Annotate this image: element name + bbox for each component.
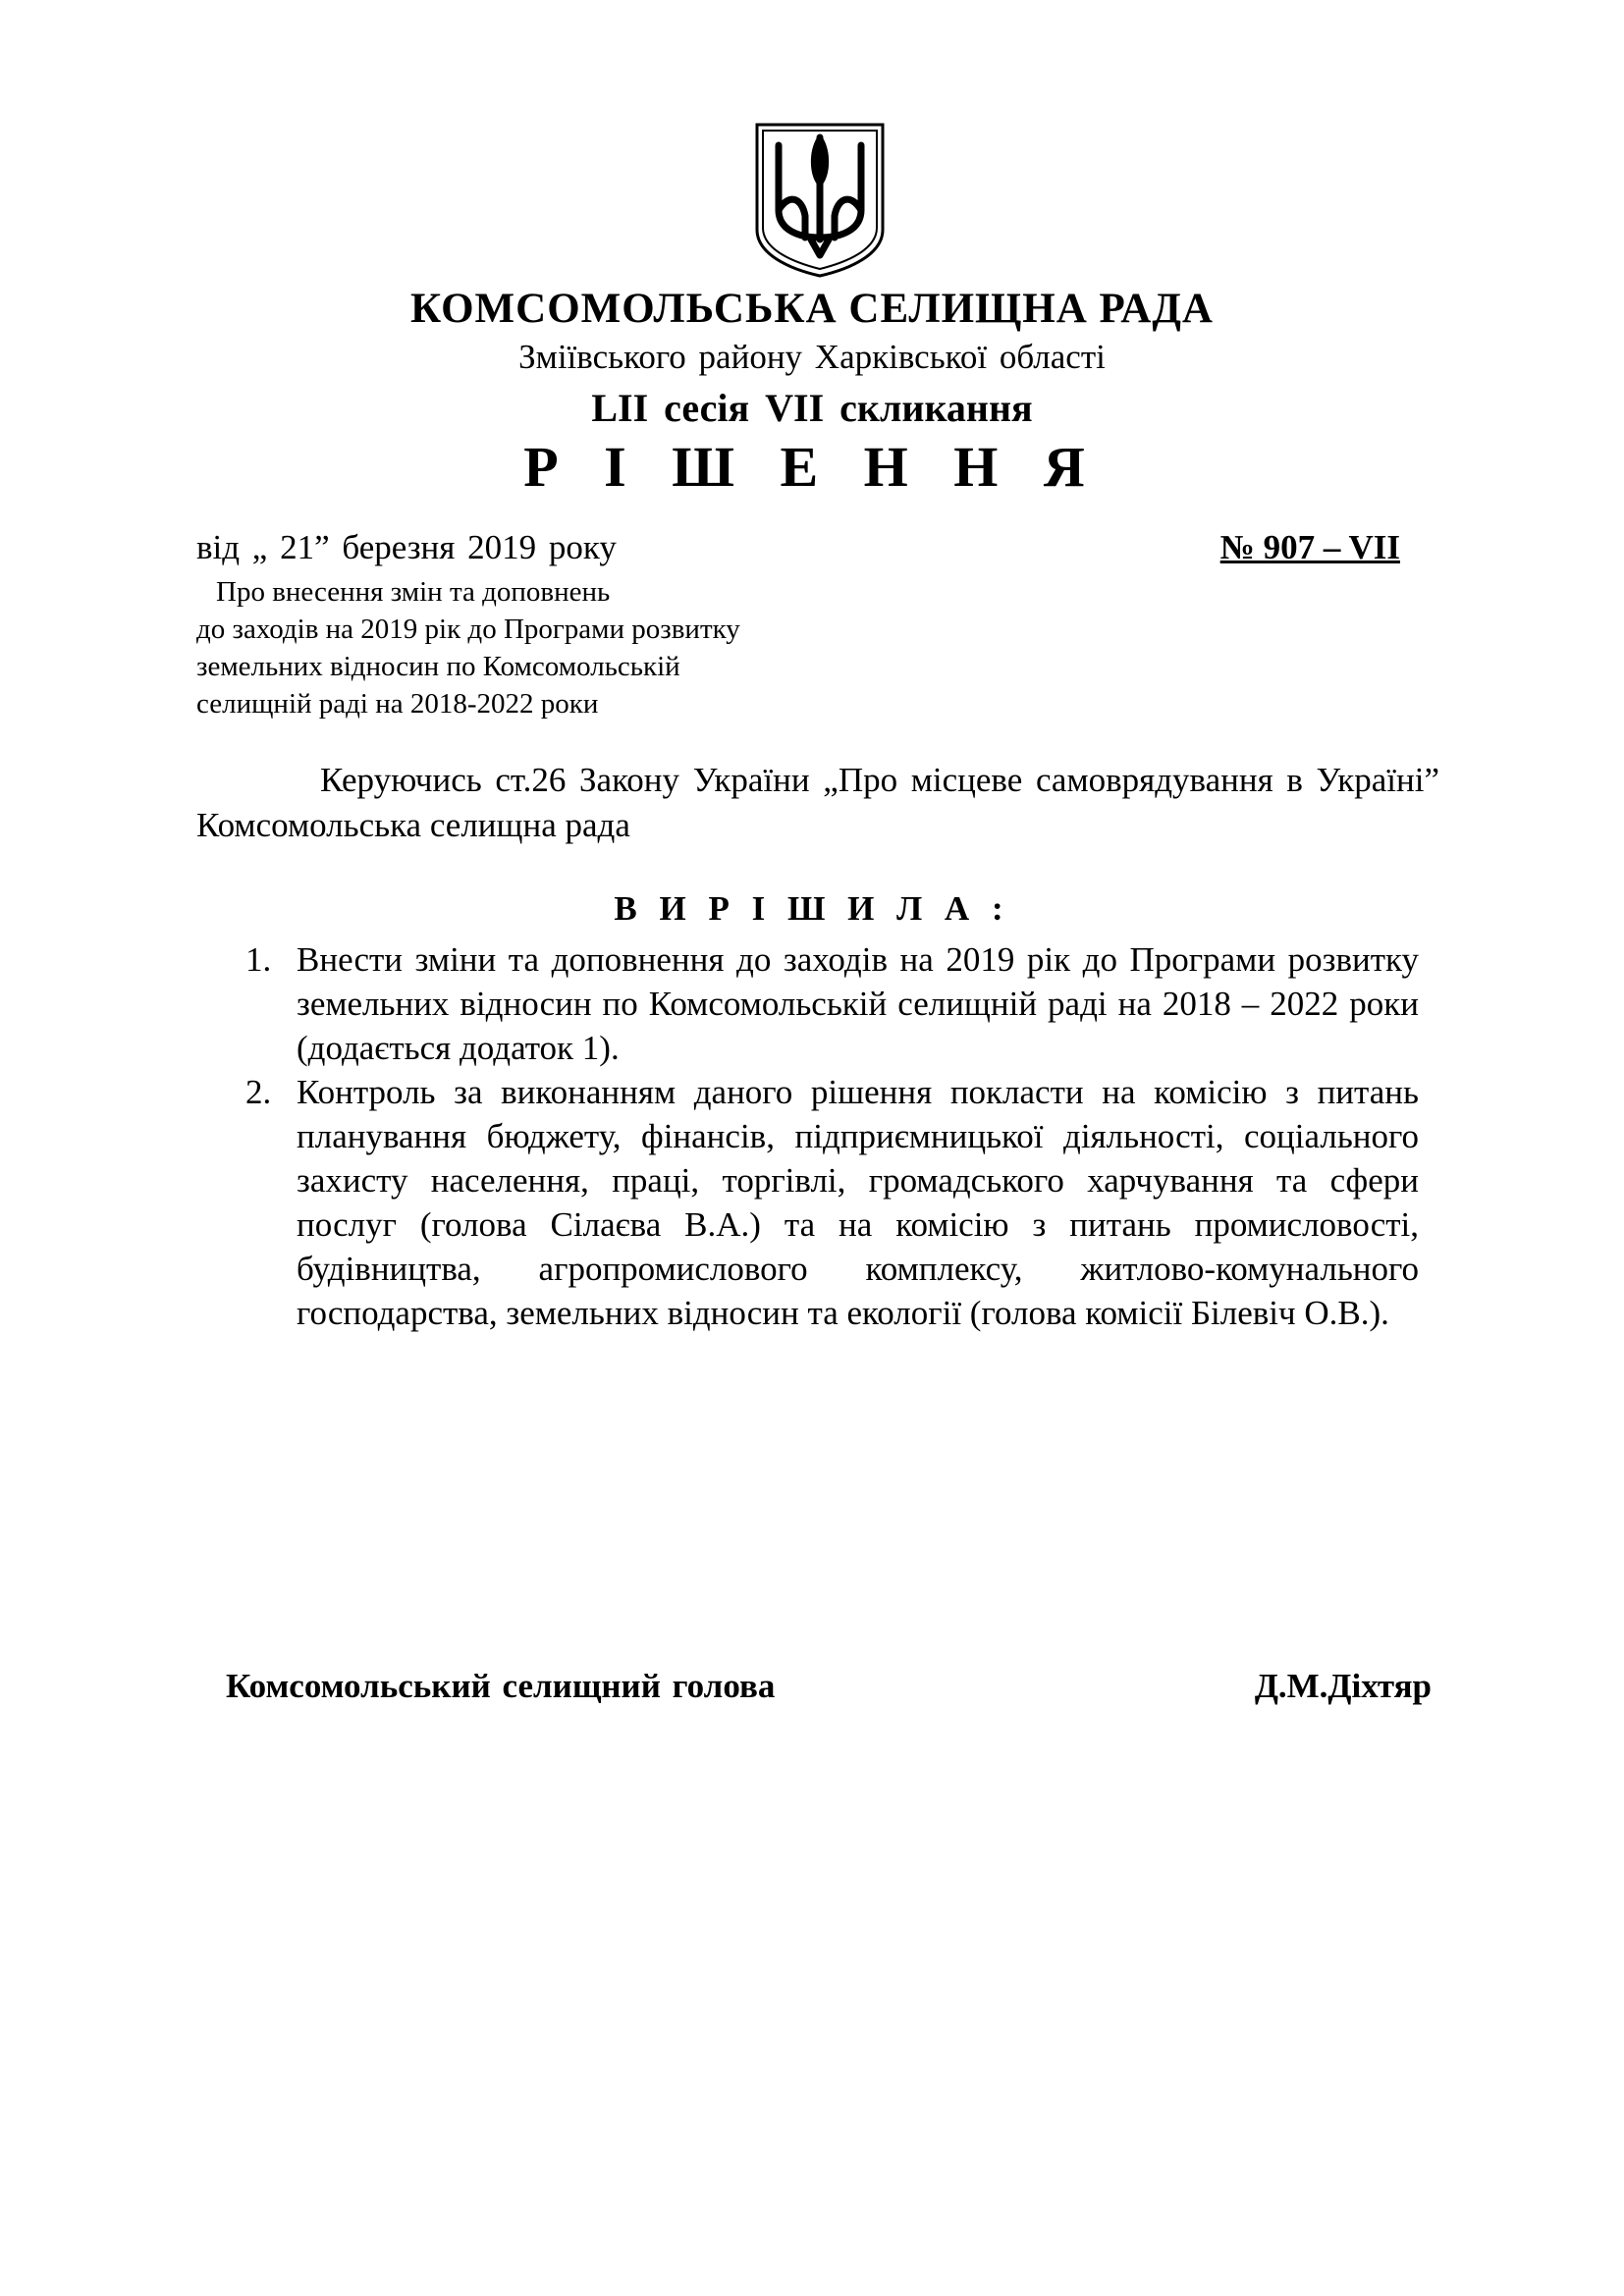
subject-line: земельних відносин по Комсомольській (196, 651, 680, 682)
session-convocation: LII сесія VII скликання (591, 386, 1033, 430)
decision-date: від „ 21” березня 2019 року (196, 528, 617, 566)
trident-coat-of-arms-icon (754, 122, 886, 279)
decision-subject (196, 573, 884, 722)
document-title: Р І Ш Е Н Н Я (523, 435, 1101, 499)
resolution-item (245, 937, 1419, 1070)
signatory-title: Комсомольський селищний голова (226, 1667, 776, 1705)
subject-line: до заходів на 2019 рік до Програми розвитку (196, 614, 740, 645)
item-number: 1. (245, 940, 272, 979)
council-name: КОМСОМОЛЬСЬКА СЕЛИЩНА РАДА (410, 286, 1214, 332)
item-text: Контроль за виконанням даного рішення покласти на комісію з питань планування бюджету, фінансів, підприємницької діяльності, соціального захисту населення, праці, торгівлі, громадського харчування та сфери послуг (голова Сілаєва В.А.) та на комісію з питань промисловості, будівництва, агропромислового комплексу, житлово-комунального господарства, земельних відносин та екології (голова комісії Білевіч О.В.). (297, 1073, 1419, 1332)
subject-line: селищній раді на 2018-2022 роки (196, 688, 599, 720)
resolved-heading: В И Р І Ш И Л А : (614, 889, 1010, 928)
preamble-paragraph: Керуючись ст.26 Закону України „Про місцеве самоврядування в Україні” Комсомольська селищна рада (196, 761, 1439, 844)
item-text: Внести зміни та доповнення до заходів на 2019 рік до Програми розвитку земельних відносин по Комсомольській селищній раді на 2018 – 2022 роки (додається додаток 1). (297, 940, 1419, 1067)
item-number: 2. (245, 1073, 272, 1111)
signatory-name: Д.М.Діхтяр (1254, 1667, 1432, 1705)
district-region: Зміївського району Харківської області (518, 338, 1106, 376)
resolution-item (245, 1070, 1419, 1335)
resolution-items (245, 937, 1419, 1335)
subject-line: Про внесення змін та доповнень (216, 576, 611, 608)
decision-number: № 907 – VII (1219, 528, 1400, 566)
